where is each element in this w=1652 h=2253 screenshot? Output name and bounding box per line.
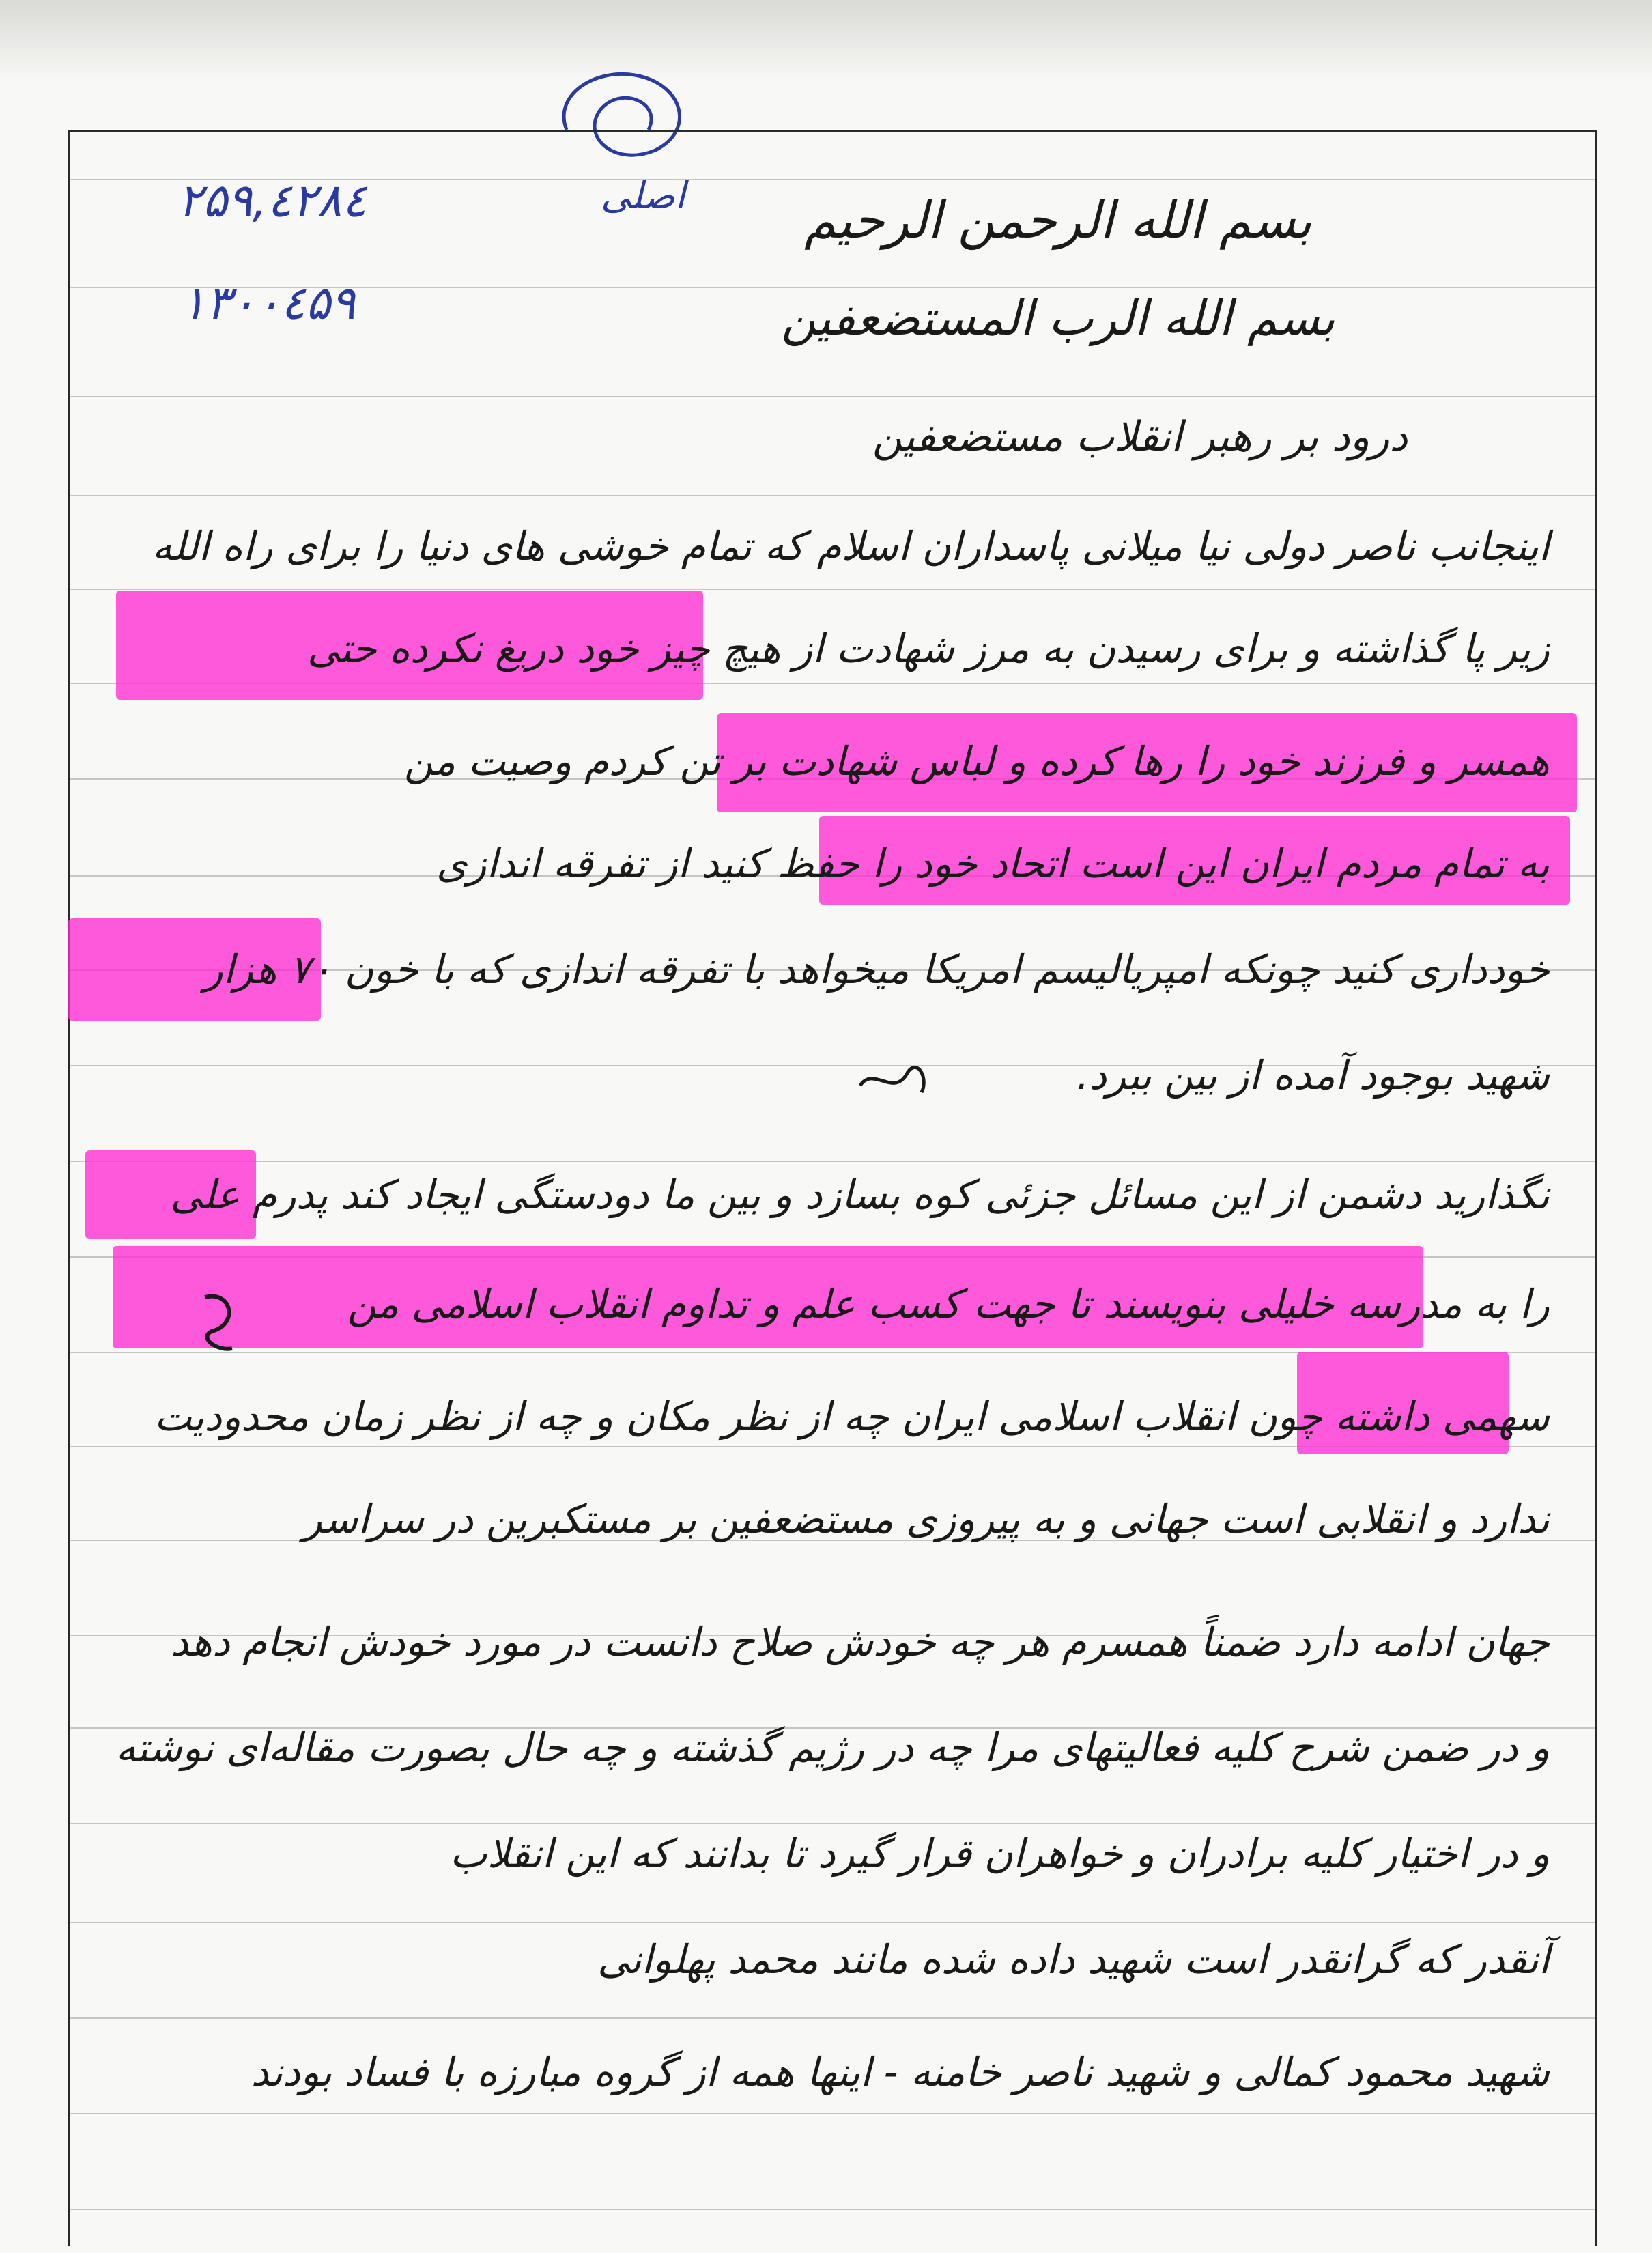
body-line: آنقدر که گرانقدر است شهید داده شده مانند محمد پهلوانی [597,1936,1550,1983]
body-line: جهان ادامه دارد ضمناً همسرم هر چه خودش صلاح دانست در مورد خودش انجام دهد [170,1619,1550,1665]
body-line: شهید بوجود آمده از بین ببرد. [1076,1052,1550,1099]
spiral-mark-icon [526,55,717,171]
body-line: را به مدرسه خلیلی بنویسند تا جهت کسب علم و تداوم انقلاب اسلامی من [347,1281,1550,1327]
scan-top-shading [0,0,1652,82]
dedication-line: بسم الله الرب المستضعفین [781,290,1335,346]
ruled-line [68,396,1597,397]
body-line: زیر پا گذاشته و برای رسیدن به مرز شهادت از هیچ چیز خود دریغ نکرده حتی [307,625,1550,672]
ink-scribble-icon [191,1284,253,1359]
body-line: نگذارید دشمن از این مسائل جزئی کوه بسازد و بین ما دودستگی ایجاد کند پدرم علی [170,1172,1550,1218]
ruled-line [68,2017,1597,2019]
ruled-line [68,1922,1597,1923]
body-line: و در ضمن شرح کلیه فعالیتهای مرا چه در رژیم گذشته و چه حال بصورت مقاله‌ای نوشته [115,1725,1550,1771]
blue-note: اصلی [601,174,685,217]
basmala-line: بسم الله الرحمن الرحیم [804,191,1312,250]
frame-left [68,130,70,2246]
ruled-line [68,589,1597,590]
reference-number-1: ۲۵۹,٤۲۸٤ [177,174,367,228]
body-line: شهید محمود کمالی و شهید ناصر خامنه - اینها همه از گروه مبارزه با فساد بودند [251,2049,1550,2095]
body-line: ندارد و انقلابی است جهانی و به پیروزی مستضعفین بر مستکبرین در سراسر [302,1496,1550,1542]
ink-scribble-icon [853,1051,935,1106]
body-line: همسر و فرزند خود را رها کرده و لباس شهادت بر تن کردم وصیت من [404,738,1550,784]
ruled-line [68,1161,1597,1162]
greeting-line: درود بر رهبر انقلاب مستضعفین [872,413,1408,461]
frame-right [1595,130,1597,2246]
body-line: به تمام مردم ایران این است اتحاد خود را حفظ کنید از تفرقه اندازی [436,840,1550,887]
body-line: سهمی داشته چون انقلاب اسلامی ایران چه از نظر مکان و چه از نظر زمان محدودیت [154,1393,1550,1440]
ruled-line [68,2209,1597,2210]
frame-top [68,130,1597,132]
body-line: اینجانب ناصر دولی نیا میلانی پاسداران اسلام که تمام خوشی های دنیا را برای راه الله [152,523,1550,569]
reference-number-2: ۱۳۰۰٤۵۹ [181,277,356,330]
body-line: خودداری کنید چونکه امپریالیسم امریکا میخواهد با تفرقه اندازی که با خون ۷۰ هزار [203,946,1550,993]
ruled-line [68,2113,1597,2114]
body-line: و در اختیار کلیه برادران و خواهران قرار گیرد تا بدانند که این انقلاب [450,1830,1550,1877]
ruled-line [68,1823,1597,1824]
ruled-line [68,495,1597,496]
